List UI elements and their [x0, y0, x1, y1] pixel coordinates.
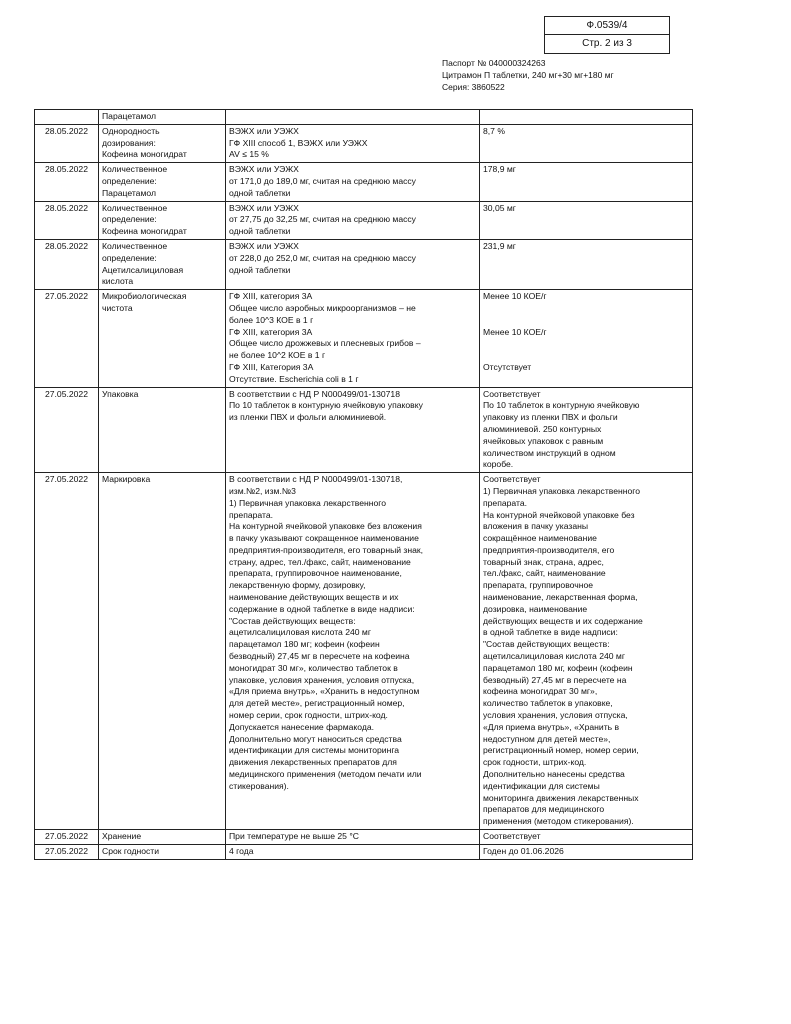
cell-line: определение:	[102, 175, 157, 186]
date-cell: 27.05.2022	[35, 830, 99, 845]
test-name-cell	[99, 290, 226, 387]
cell-line: вложения в пачку указаны	[483, 521, 589, 532]
cell-line: чистота	[102, 302, 133, 313]
cell-line: от 228,0 до 252,0 мг, считая на среднюю массу	[229, 252, 416, 263]
cell-line: количество таблеток в упаковке,	[483, 698, 613, 709]
cell-line: алюминиевой. 250 контурных	[483, 423, 602, 434]
cell-line: в одной таблетке в виде надписи:	[483, 627, 618, 638]
cell-line: в пачку указывают сокращенное наименование	[229, 533, 419, 544]
cell-line	[483, 338, 689, 350]
cell-line: Соответствует	[483, 474, 541, 485]
cell-line: определение:	[102, 252, 157, 263]
cell-line: Маркировка	[102, 474, 151, 485]
cell-line: безводный) 27,45 мг в пересчете на	[483, 674, 627, 685]
cell-line: Менее 10 КОЕ/г	[483, 291, 547, 302]
cell-line: "Состав действующих веществ:	[229, 615, 356, 626]
cell-line: Соответствует	[483, 831, 541, 842]
cell-line: применения (методом стикерования).	[483, 816, 634, 827]
date-cell: 27.05.2022	[35, 844, 99, 859]
method-cell	[226, 387, 480, 473]
cell-line: парацетамол 180 мг, кофеин (кофеин	[483, 662, 633, 673]
date-cell: 27.05.2022	[35, 290, 99, 387]
cell-line: 4 года	[229, 845, 254, 856]
cell-line: наименование, лекарственная форма,	[483, 592, 638, 603]
cell-line: На контурной ячейковой упаковке без	[483, 509, 635, 520]
cell-line: идентификации для системы	[483, 780, 600, 791]
cell-line: препарата.	[483, 497, 528, 508]
cell-line: парацетамол 180 мг; кофеин (кофеин	[229, 639, 380, 650]
test-name-cell	[99, 110, 226, 125]
cell-line: медицинского применения (методом печати или	[229, 769, 422, 780]
cell-line: «Для приема внутрь», «Хранить в недоступном	[229, 686, 420, 697]
cell-line: одной таблетки	[229, 226, 291, 237]
result-cell	[480, 387, 693, 473]
cell-line: По 10 таблеток в контурную ячейковую упаковку	[229, 400, 423, 411]
cell-line: Парацетамол	[102, 187, 156, 198]
cell-line: безводный) 27,45 мг в пересчете на кофеина	[229, 651, 410, 662]
method-cell	[226, 290, 480, 387]
cell-line: от 171,0 до 189,0 мг, считая на среднюю массу	[229, 175, 416, 186]
cell-line	[483, 350, 689, 362]
cell-line: ГФ XIII, Категория 3А	[229, 361, 314, 372]
result-cell	[480, 110, 693, 125]
cell-line: из пленки ПВХ и фольги алюминиевой.	[229, 412, 387, 423]
cell-line: стикерования).	[229, 780, 289, 791]
date-cell	[35, 110, 99, 125]
cell-line: ВЭЖХ или УЭЖХ	[229, 240, 299, 251]
table-row	[35, 201, 693, 239]
cell-line: ВЭЖХ или УЭЖХ	[229, 202, 299, 213]
test-name-cell	[99, 830, 226, 845]
product-name: Цитрамон П таблетки, 240 мг+30 мг+180 мг	[442, 70, 614, 80]
cell-line: Количественное	[102, 240, 168, 251]
cell-line: ГФ XIII, категория 3А	[229, 326, 313, 337]
cell-line: 30,05 мг	[483, 202, 516, 213]
cell-line: 8,7 %	[483, 125, 505, 136]
cell-line: Отсутствует	[483, 361, 532, 372]
method-cell	[226, 110, 480, 125]
cell-line: дозирования:	[102, 137, 156, 148]
date-cell: 27.05.2022	[35, 473, 99, 830]
result-cell	[480, 830, 693, 845]
cell-line: регистрационный номер, номер серии,	[483, 745, 639, 756]
cell-line: Соответствует	[483, 388, 541, 399]
cell-line: движения лекарственных препаратов для	[229, 757, 397, 768]
cell-line: мониторинга движения лекарственных	[483, 792, 639, 803]
passport-number: Паспорт № 040000324263	[442, 58, 546, 68]
test-name-cell	[99, 473, 226, 830]
date-cell: 28.05.2022	[35, 239, 99, 289]
form-code: Ф.0539/4	[545, 17, 669, 35]
document-header	[442, 57, 614, 93]
test-name-cell	[99, 239, 226, 289]
cell-line: содержание в одной таблетке в виде надписи:	[229, 603, 415, 614]
cell-line: Допускается нанесение фармакода.	[229, 721, 375, 732]
cell-line: 1) Первичная упаковка лекарственного	[483, 485, 640, 496]
cell-line: количеством инструкций в одном	[483, 447, 616, 458]
date-cell: 28.05.2022	[35, 201, 99, 239]
cell-line: идентификации для системы мониторинга	[229, 745, 400, 756]
cell-line: Кофеина моногидрат	[102, 226, 187, 237]
cell-line: сокращённое наименование	[483, 533, 597, 544]
cell-line: препаратов для медицинского	[483, 804, 605, 815]
cell-line: от 27,75 до 32,25 мг, считая на среднюю массу	[229, 214, 416, 225]
cell-line: дозировка, наименование	[483, 603, 588, 614]
cell-line: моногидрат 30 мг», количество таблеток в	[229, 662, 398, 673]
date-cell: 27.05.2022	[35, 387, 99, 473]
test-name-cell	[99, 387, 226, 473]
table-row	[35, 473, 693, 830]
method-cell	[226, 201, 480, 239]
cell-line: ацетилсалициловая кислота 240 мг	[229, 627, 371, 638]
cell-line: Менее 10 КОЕ/г	[483, 326, 547, 337]
method-cell	[226, 473, 480, 830]
cell-line: ячейковых упаковок с равным	[483, 435, 604, 446]
table-row	[35, 830, 693, 845]
cell-line: Дополнительно нанесены средства	[483, 769, 625, 780]
result-cell	[480, 163, 693, 201]
cell-line: Общее число аэробных микроорганизмов – не	[229, 302, 416, 313]
cell-line: Количественное	[102, 202, 168, 213]
series-number: Серия: 3860522	[442, 82, 505, 92]
result-cell	[480, 844, 693, 859]
cell-line: номер серии, срок годности, штрих-код.	[229, 710, 388, 721]
table-row	[35, 110, 693, 125]
cell-line: наименование действующих веществ и их	[229, 592, 399, 603]
cell-line	[483, 315, 689, 327]
cell-line: действующих веществ и их содержание	[483, 615, 643, 626]
result-cell	[480, 473, 693, 830]
cell-line: ВЭЖХ или УЭЖХ	[229, 164, 299, 175]
table-row	[35, 239, 693, 289]
cell-line: для детей месте», регистрационный номер,	[229, 698, 405, 709]
cell-line: условия хранения, условия отпуска,	[483, 710, 628, 721]
cell-line: одной таблетки	[229, 187, 291, 198]
cell-line: ГФ XIII, категория 3А	[229, 291, 313, 302]
cell-line: Срок годности	[102, 845, 160, 856]
table-row	[35, 290, 693, 387]
cell-line	[483, 303, 689, 315]
cell-line: Дополнительно могут наноситься средства	[229, 733, 402, 744]
date-cell: 28.05.2022	[35, 163, 99, 201]
cell-line: предприятия-производителя, его товарный знак,	[229, 544, 424, 555]
cell-line: препарата, группировочное наименование,	[229, 568, 402, 579]
date-cell: 28.05.2022	[35, 124, 99, 162]
method-cell	[226, 163, 480, 201]
cell-line: кофеина моногидрат 30 мг»,	[483, 686, 598, 697]
cell-line: Общее число дрожжевых и плесневых грибов –	[229, 338, 421, 349]
cell-line: Годен до 01.06.2026	[483, 845, 564, 856]
result-cell	[480, 239, 693, 289]
method-cell	[226, 124, 480, 162]
cell-line: одной таблетки	[229, 264, 291, 275]
cell-line: товарный знак, страна, адрес,	[483, 556, 604, 567]
table-row	[35, 163, 693, 201]
cell-line: На контурной ячейковой упаковке без вложения	[229, 521, 422, 532]
cell-line: коробе.	[483, 459, 514, 470]
test-name-cell	[99, 124, 226, 162]
cell-line: По 10 таблеток в контурную ячейковую	[483, 400, 640, 411]
cell-line: тел./факс, сайт, наименование	[483, 568, 606, 579]
cell-line: ацетилсалициловая кислота 240 мг	[483, 651, 625, 662]
cell-line: Упаковка	[102, 388, 139, 399]
form-code-box	[544, 16, 670, 54]
table-row	[35, 387, 693, 473]
result-cell	[480, 124, 693, 162]
cell-line: Парацетамол	[102, 111, 156, 121]
result-cell	[480, 201, 693, 239]
cell-line: не более 10^2 КОЕ в 1 г	[229, 350, 326, 361]
test-name-cell	[99, 844, 226, 859]
cell-line: ВЭЖХ или УЭЖХ	[229, 125, 299, 136]
cell-line: предприятия-производителя, его	[483, 544, 615, 555]
cell-line: «Для приема внутрь», «Хранить в	[483, 721, 620, 732]
table-row	[35, 124, 693, 162]
cell-line: Количественное	[102, 164, 168, 175]
cell-line: Хранение	[102, 831, 142, 842]
test-results-table	[34, 109, 693, 860]
test-name-cell	[99, 201, 226, 239]
method-cell	[226, 844, 480, 859]
cell-line: препарата.	[229, 509, 274, 520]
cell-line: препарата, группировочное	[483, 580, 594, 591]
cell-line: При температуре не выше 25 °С	[229, 831, 359, 842]
method-cell	[226, 239, 480, 289]
cell-line: Ацетилсалициловая	[102, 264, 184, 275]
cell-line: кислота	[102, 276, 134, 287]
cell-line: Однородность	[102, 125, 160, 136]
test-name-cell	[99, 163, 226, 201]
cell-line: недоступном для детей месте»,	[483, 733, 611, 744]
cell-line: определение:	[102, 214, 157, 225]
cell-line: Отсутствие. Escherichia coli в 1 г	[229, 373, 359, 384]
result-cell	[480, 290, 693, 387]
cell-line: более 10^3 КОЕ в 1 г	[229, 314, 314, 325]
cell-line: упаковке, условия хранения, условия отпуска,	[229, 674, 415, 685]
cell-line: В соответствии с НД Р N000499/01-130718	[229, 388, 400, 399]
cell-line: лекарственную форму, дозировку,	[229, 580, 366, 591]
cell-line: срок годности, штрих-код.	[483, 757, 587, 768]
cell-line: 178,9 мг	[483, 164, 516, 175]
table-row	[35, 844, 693, 859]
cell-line: страну, адрес, тел./факс, сайт, наименование	[229, 556, 411, 567]
cell-line: 231,9 мг	[483, 240, 516, 251]
cell-line: "Состав действующих веществ:	[483, 639, 610, 650]
cell-line: 1) Первичная упаковка лекарственного	[229, 497, 386, 508]
cell-line: упаковку из пленки ПВХ и фольги	[483, 412, 618, 423]
cell-line: Микробиологическая	[102, 291, 187, 302]
cell-line: AV ≤ 15 %	[229, 149, 269, 160]
method-cell	[226, 830, 480, 845]
cell-line: В соответствии с НД Р N000499/01-130718,	[229, 474, 403, 485]
cell-line: Кофеина моногидрат	[102, 149, 187, 160]
cell-line: ГФ XIII способ 1, ВЭЖХ или УЭЖХ	[229, 137, 368, 148]
cell-line: изм.№2, изм.№3	[229, 485, 296, 496]
page-number: Стр. 2 из 3	[582, 38, 632, 49]
